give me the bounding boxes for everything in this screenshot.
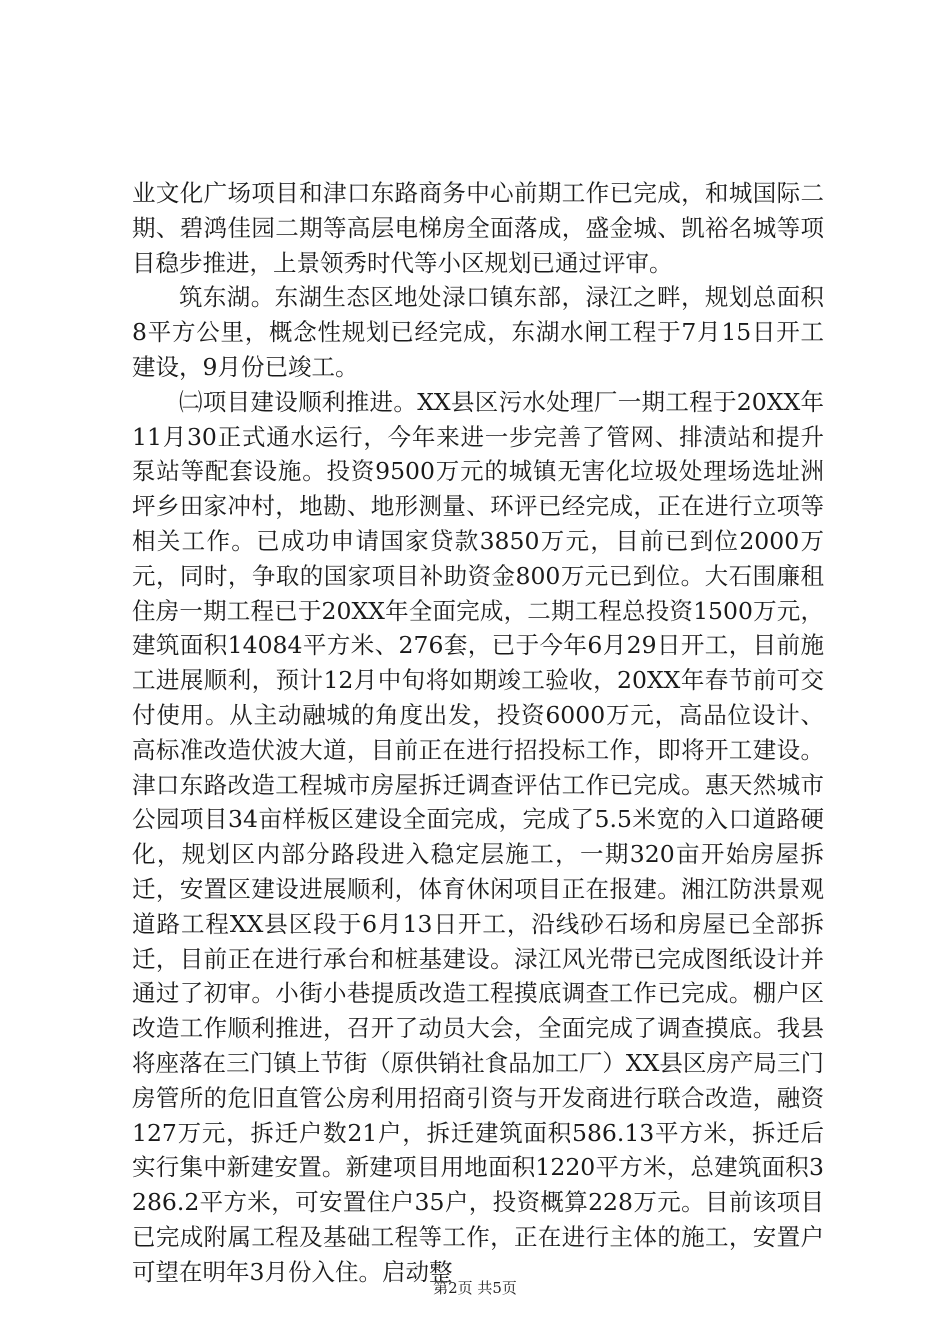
paragraph-2: 筑东湖。东湖生态区地处渌口镇东部，渌江之畔，规划总面积8平方公里，概念性规划已经完成，东湖水闸工程于7月15日开工建设，9月份已竣工。 — [132, 283, 824, 381]
paragraph-1: 业文化广场项目和津口东路商务中心前期工作已完成，和城国际二期、碧鸿佳园二期等高层电梯房全面落成，盛金城、凯裕名城等项目稳步推进，上景领秀时代等小区规划已通过评审。 — [132, 179, 824, 277]
paragraph-3: ㈡项目建设顺利推进。XX县区污水处理厂一期工程于20XX年11月30正式通水运行，今年来进一步完善了管网、排渍站和提升泵站等配套设施。投资9500万元的城镇无害化垃圾处理场选址洲坪乡田家冲村，地勘、地形测量、环评已经完成，正在进行立项等相关工作。已成功申请国家贷款3850万元，目前已到位2000万元，同时，争取的国家项目补助资金800万元已到位。大石围廉租住房一期工程已于20XX年全面完成，二期工程总投资1500万元，建筑面积14084平方米、276套，已于今年6月29日开工，目前施工进展顺利，预计12月中旬将如期竣工验收，20XX年春节前可交付使用。从主动融城的角度出发，投资6000万元，高品位设计、高标准改造伏波大道，目前正在进行招投标工作，即将开工建设。津口东路改造工程城市房屋拆迁调查评估工作已完成。惠天然城市公园项目34亩样板区建设全面完成，完成了5.5米宽的入口道路硬化，规划区内部分路段进入稳定层施工，一期320亩开始房屋拆迁，安置区建设进展顺利，体育休闲项目正在报建。湘江防洪景观道路工程XX县区段于6月13日开工，沿线砂石场和房屋已全部拆迁，目前正在进行承台和桩基建设。渌江风光带已完成图纸设计并通过了初审。小街小巷提质改造工程摸底调查工作已完成。棚户区改造工作顺利推进，召开了动员大会，全面完成了调查摸底。我县将座落在三门镇上节街（原供销社食品加工厂）XX县区房产局三门房管所的危旧直管公房利用招商引资与开发商进行联合改造，融资127万元，拆迁户数21户，拆迁建筑面积586.13平方米，拆迁后实行集中新建安置。新建项目用地面积1220平方米，总建筑面积3286.2平方米，可安置住户35户，投资概算228万元。目前该项目已完成附属工程及基础工程等工作，正在进行主体的施工，安置户可望在明年3月份入住。启动整 — [132, 387, 824, 1286]
page-footer: 第2页 共5页 — [433, 1279, 517, 1297]
document-body — [132, 176, 824, 1290]
